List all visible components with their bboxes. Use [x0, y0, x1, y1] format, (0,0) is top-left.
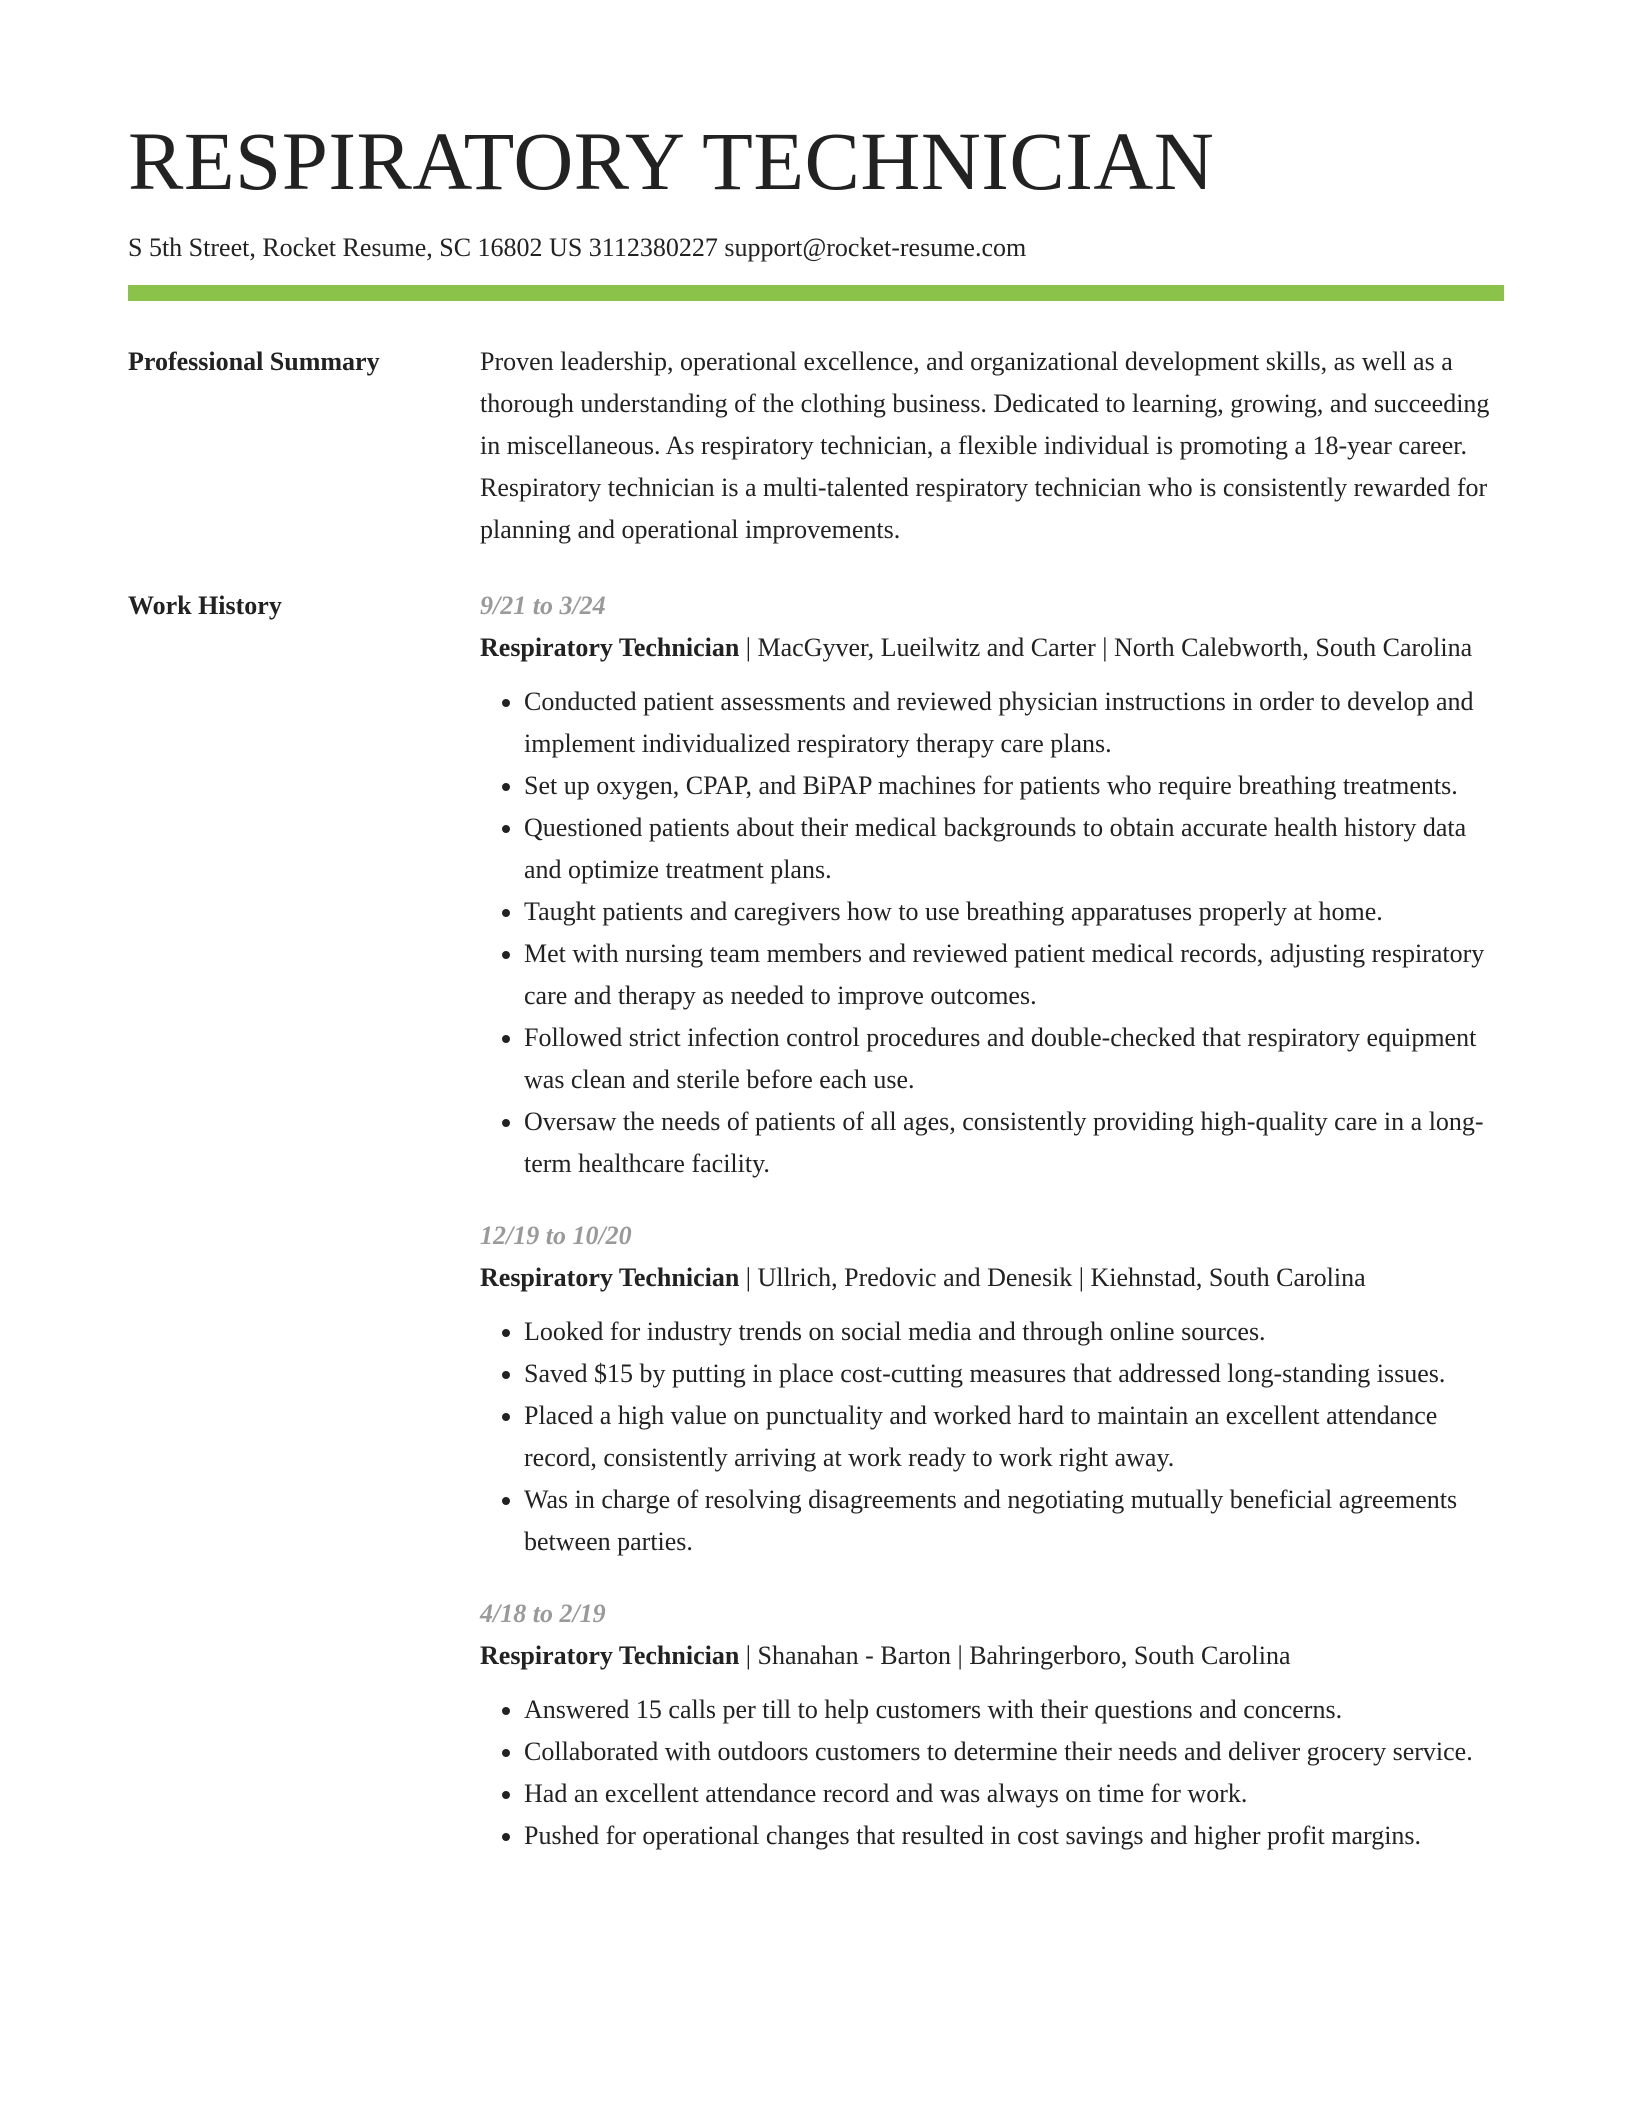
summary-body [480, 341, 1504, 551]
resume-name: RESPIRATORY TECHNICIAN [128, 115, 1215, 207]
job-details: | MacGyver, Lueilwitz and Carter | North Calebworth, South Carolina [739, 632, 1473, 662]
summary-text: Proven leadership, operational excellence, and organizational development skills, as well as a thorough understanding of the clothing business. Dedicated to learning, growing, and succeeding in miscellaneous. As respiratory technician, a flexible individual is promoting a 18-year career. Respiratory technician is a multi-talented respiratory technician who is consistently rewarded for planning and operational improvements. [480, 346, 1490, 544]
job-title: Respiratory Technician [480, 1640, 740, 1670]
job-bullet: • Oversaw the needs of patients of all ages, consistently providing high-quality care in a long-term healthcare facility. [524, 1101, 1504, 1185]
job-bullet: • Was in charge of resolving disagreements and negotiating mutually beneficial agreements between parties. [524, 1479, 1504, 1563]
contact-phone: 3112380227 [588, 233, 718, 263]
work-history-section [128, 585, 1504, 1857]
job-dates: 9/21 to 3/24 [480, 590, 606, 620]
job-bullet: • Saved $15 by putting in place cost-cutting measures that addressed long-standing issues. [524, 1353, 1504, 1395]
work-history-body [480, 585, 1504, 1857]
job-bullet-list [480, 1311, 1504, 1563]
job-bullet: • Taught patients and caregivers how to use breathing apparatuses properly at home. [524, 891, 1504, 933]
job-heading [480, 1635, 1504, 1677]
job-details: | Ullrich, Predovic and Denesik | Kiehnstad, South Carolina [739, 1262, 1366, 1292]
job-details: | Shanahan - Barton | Bahringerboro, South Carolina [739, 1640, 1291, 1670]
job-bullet: • Collaborated with outdoors customers to determine their needs and deliver grocery service. [524, 1731, 1504, 1773]
professional-summary-section [128, 341, 1504, 551]
job-bullet: • Set up oxygen, CPAP, and BiPAP machines for patients who require breathing treatments. [524, 765, 1504, 807]
contact-address: S 5th Street, Rocket Resume, SC 16802 US [128, 233, 583, 263]
job-bullet: • Had an excellent attendance record and was always on time for work. [524, 1773, 1504, 1815]
section-label-summary: Professional Summary [128, 346, 380, 376]
contact-email: support@rocket-resume.com [724, 233, 1027, 263]
job-bullet: • Placed a high value on punctuality and worked hard to maintain an excellent attendance record, consistently arriving at work ready to work right away. [524, 1395, 1504, 1479]
job-bullet-list [480, 681, 1504, 1185]
job-bullet-list [480, 1689, 1504, 1857]
job-dates: 4/18 to 2/19 [480, 1598, 606, 1628]
job-dates: 12/19 to 10/20 [480, 1220, 632, 1250]
job-heading [480, 1257, 1504, 1299]
contact-line [128, 231, 1504, 265]
job-bullet: • Answered 15 calls per till to help customers with their questions and concerns. [524, 1689, 1504, 1731]
job-bullet: • Questioned patients about their medical backgrounds to obtain accurate health history data and optimize treatment plans. [524, 807, 1504, 891]
job-entry [480, 585, 1504, 1185]
job-title: Respiratory Technician [480, 1262, 740, 1292]
job-bullet: • Looked for industry trends on social media and through online sources. [524, 1311, 1504, 1353]
header-divider [128, 285, 1504, 301]
resume-page [128, 0, 1504, 1857]
job-bullet: • Conducted patient assessments and reviewed physician instructions in order to develop and implement individualized respiratory therapy care plans. [524, 681, 1504, 765]
job-heading [480, 627, 1504, 669]
section-label-work-history: Work History [128, 590, 282, 620]
job-entry [480, 1593, 1504, 1857]
job-bullet: • Met with nursing team members and reviewed patient medical records, adjusting respiratory care and therapy as needed to improve outcomes. [524, 933, 1504, 1017]
job-bullet: • Followed strict infection control procedures and double-checked that respiratory equipment was clean and sterile before each use. [524, 1017, 1504, 1101]
job-bullet: • Pushed for operational changes that resulted in cost savings and higher profit margins. [524, 1815, 1504, 1857]
job-title: Respiratory Technician [480, 632, 740, 662]
job-entry [480, 1215, 1504, 1563]
